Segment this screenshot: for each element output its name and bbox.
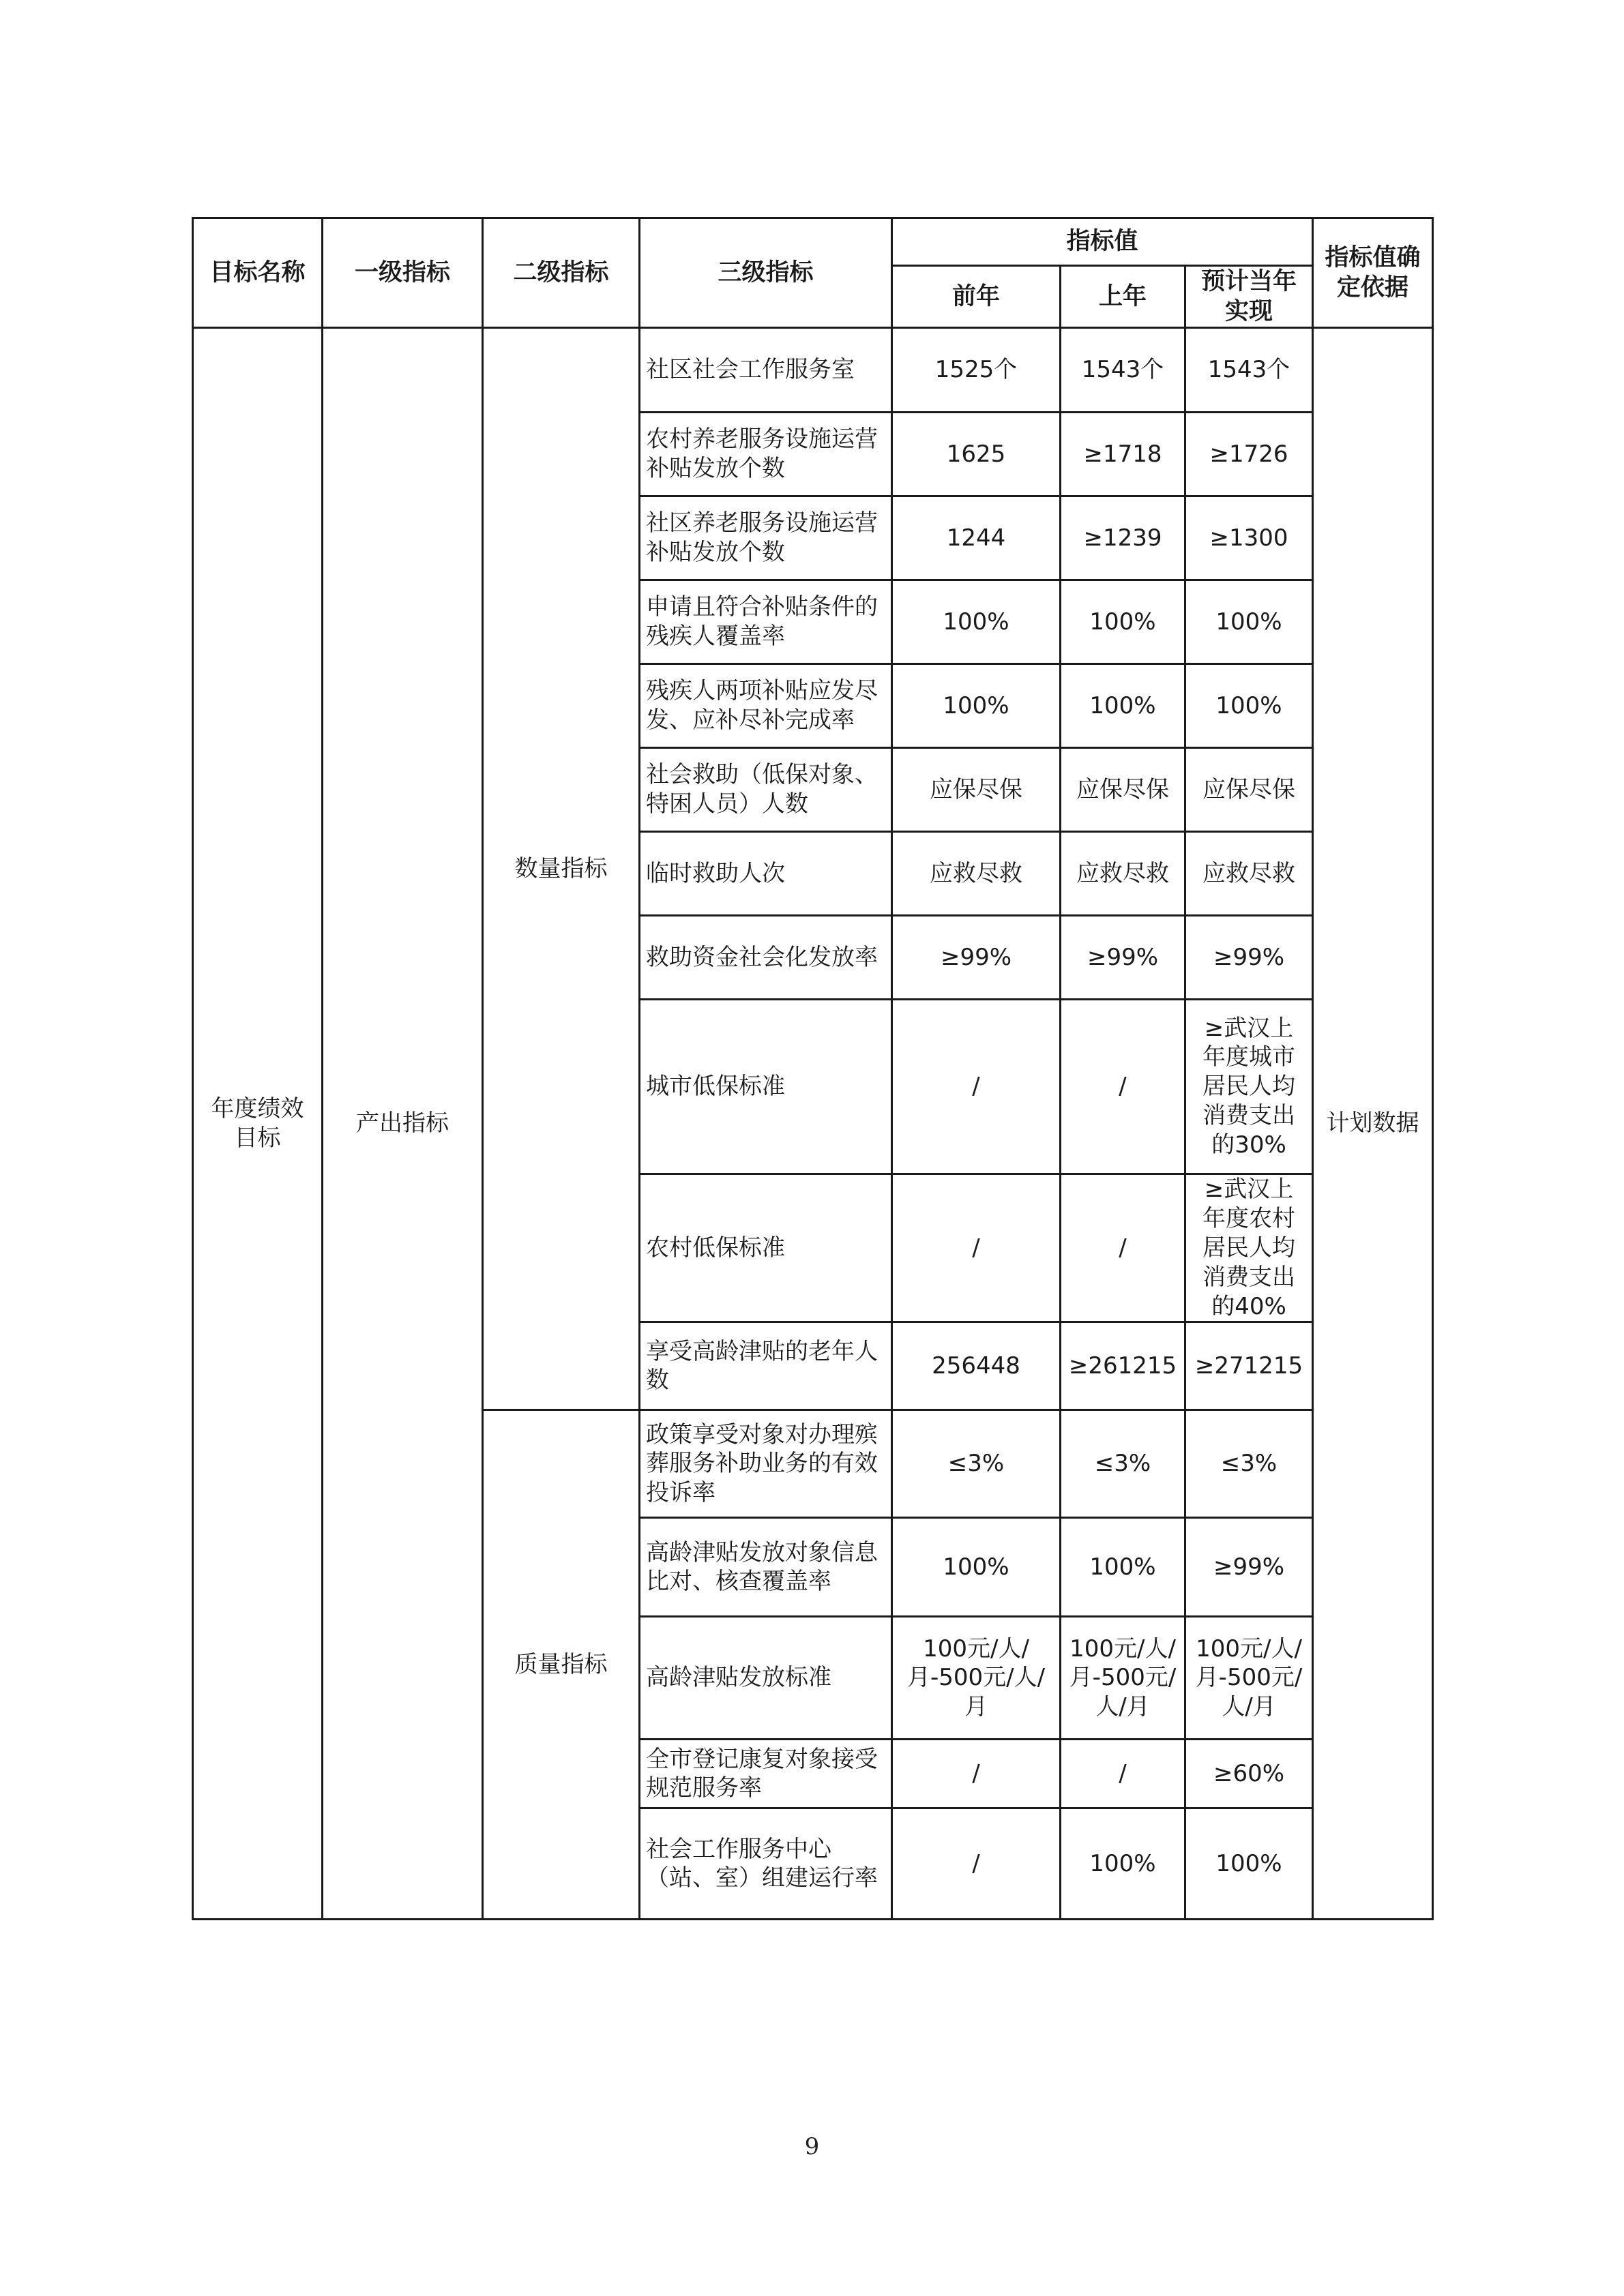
indicator-name: 社区社会工作服务室 [640,328,892,413]
indicator-name: 全市登记康复对象接受规范服务率 [640,1740,892,1808]
goal-name-cell: 年度绩效目标 [193,328,323,1920]
value-last-year: ≤3% [1061,1410,1185,1518]
value-expected: ≥1726 [1185,413,1313,496]
value-last-year: 100元/人/月-500元/人/月 [1061,1617,1185,1740]
indicator-name: 享受高龄津贴的老年人数 [640,1322,892,1410]
value-expected: 100% [1185,1808,1313,1920]
value-expected: ≥武汉上年度农村居民人均消费支出的40% [1185,1174,1313,1322]
indicator-name: 政策享受对象对办理殡葬服务补助业务的有效投诉率 [640,1410,892,1518]
value-year-before-last: 1625 [892,413,1061,496]
header-expected-this-year: 预计当年实现 [1185,266,1313,328]
value-expected: ≥1300 [1185,496,1313,580]
value-year-before-last: / [892,1000,1061,1174]
value-last-year: ≥1239 [1061,496,1185,580]
indicator-name: 临时救助人次 [640,832,892,916]
value-last-year: 100% [1061,580,1185,664]
page-number: 9 [804,2133,820,2160]
header-value-group: 指标值 [892,218,1313,266]
value-expected: ≥271215 [1185,1322,1313,1410]
indicator-name: 农村养老服务设施运营补贴发放个数 [640,413,892,496]
value-year-before-last: 应保尽保 [892,748,1061,832]
value-last-year: ≥261215 [1061,1322,1185,1410]
level1-cell: 产出指标 [323,328,483,1920]
value-expected: ≤3% [1185,1410,1313,1518]
header-level2: 二级指标 [483,218,640,328]
value-last-year: / [1061,1174,1185,1322]
value-year-before-last: / [892,1174,1061,1322]
indicator-name: 城市低保标准 [640,1000,892,1174]
value-expected: ≥60% [1185,1740,1313,1808]
value-last-year: 100% [1061,1808,1185,1920]
value-expected: ≥武汉上年度城市居民人均消费支出的30% [1185,1000,1313,1174]
indicator-name: 农村低保标准 [640,1174,892,1322]
value-last-year: 100% [1061,664,1185,748]
value-expected: 100元/人/月-500元/人/月 [1185,1617,1313,1740]
indicator-name: 申请且符合补贴条件的残疾人覆盖率 [640,580,892,664]
header-last-year: 上年 [1061,266,1185,328]
header-level3: 三级指标 [640,218,892,328]
value-year-before-last: 100% [892,664,1061,748]
indicator-name: 社会工作服务中心（站、室）组建运行率 [640,1808,892,1920]
header-level1: 一级指标 [323,218,483,328]
value-expected: 100% [1185,664,1313,748]
value-expected: 应救尽救 [1185,832,1313,916]
indicator-name: 救助资金社会化发放率 [640,916,892,1000]
value-year-before-last: ≤3% [892,1410,1061,1518]
value-expected: 1543个 [1185,328,1313,413]
level2-quantity-cell: 数量指标 [483,328,640,1410]
value-last-year: / [1061,1740,1185,1808]
value-expected: ≥99% [1185,916,1313,1000]
value-expected: 100% [1185,580,1313,664]
performance-indicator-table [192,217,1434,1920]
value-year-before-last: 应救尽救 [892,832,1061,916]
value-year-before-last: / [892,1808,1061,1920]
value-year-before-last: 1244 [892,496,1061,580]
value-last-year: 1543个 [1061,328,1185,413]
value-last-year: / [1061,1000,1185,1174]
value-last-year: ≥1718 [1061,413,1185,496]
value-year-before-last: ≥99% [892,916,1061,1000]
header-basis: 指标值确定依据 [1313,218,1433,328]
indicator-name: 残疾人两项补贴应发尽发、应补尽补完成率 [640,664,892,748]
indicator-name: 高龄津贴发放对象信息比对、核查覆盖率 [640,1518,892,1617]
indicator-name: 社区养老服务设施运营补贴发放个数 [640,496,892,580]
value-last-year: ≥99% [1061,916,1185,1000]
value-last-year: 100% [1061,1518,1185,1617]
value-year-before-last: 100% [892,580,1061,664]
value-year-before-last: 256448 [892,1322,1061,1410]
value-last-year: 应救尽救 [1061,832,1185,916]
value-year-before-last: / [892,1740,1061,1808]
value-year-before-last: 100% [892,1518,1061,1617]
indicator-name: 社会救助（低保对象、特困人员）人数 [640,748,892,832]
header-goal-name: 目标名称 [193,218,323,328]
value-year-before-last: 1525个 [892,328,1061,413]
value-year-before-last: 100元/人/月-500元/人/月 [892,1617,1061,1740]
value-expected: 应保尽保 [1185,748,1313,832]
basis-cell: 计划数据 [1313,328,1433,1920]
value-last-year: 应保尽保 [1061,748,1185,832]
value-expected: ≥99% [1185,1518,1313,1617]
level2-quality-cell: 质量指标 [483,1410,640,1920]
header-year-before-last: 前年 [892,266,1061,328]
indicator-name: 高龄津贴发放标准 [640,1617,892,1740]
